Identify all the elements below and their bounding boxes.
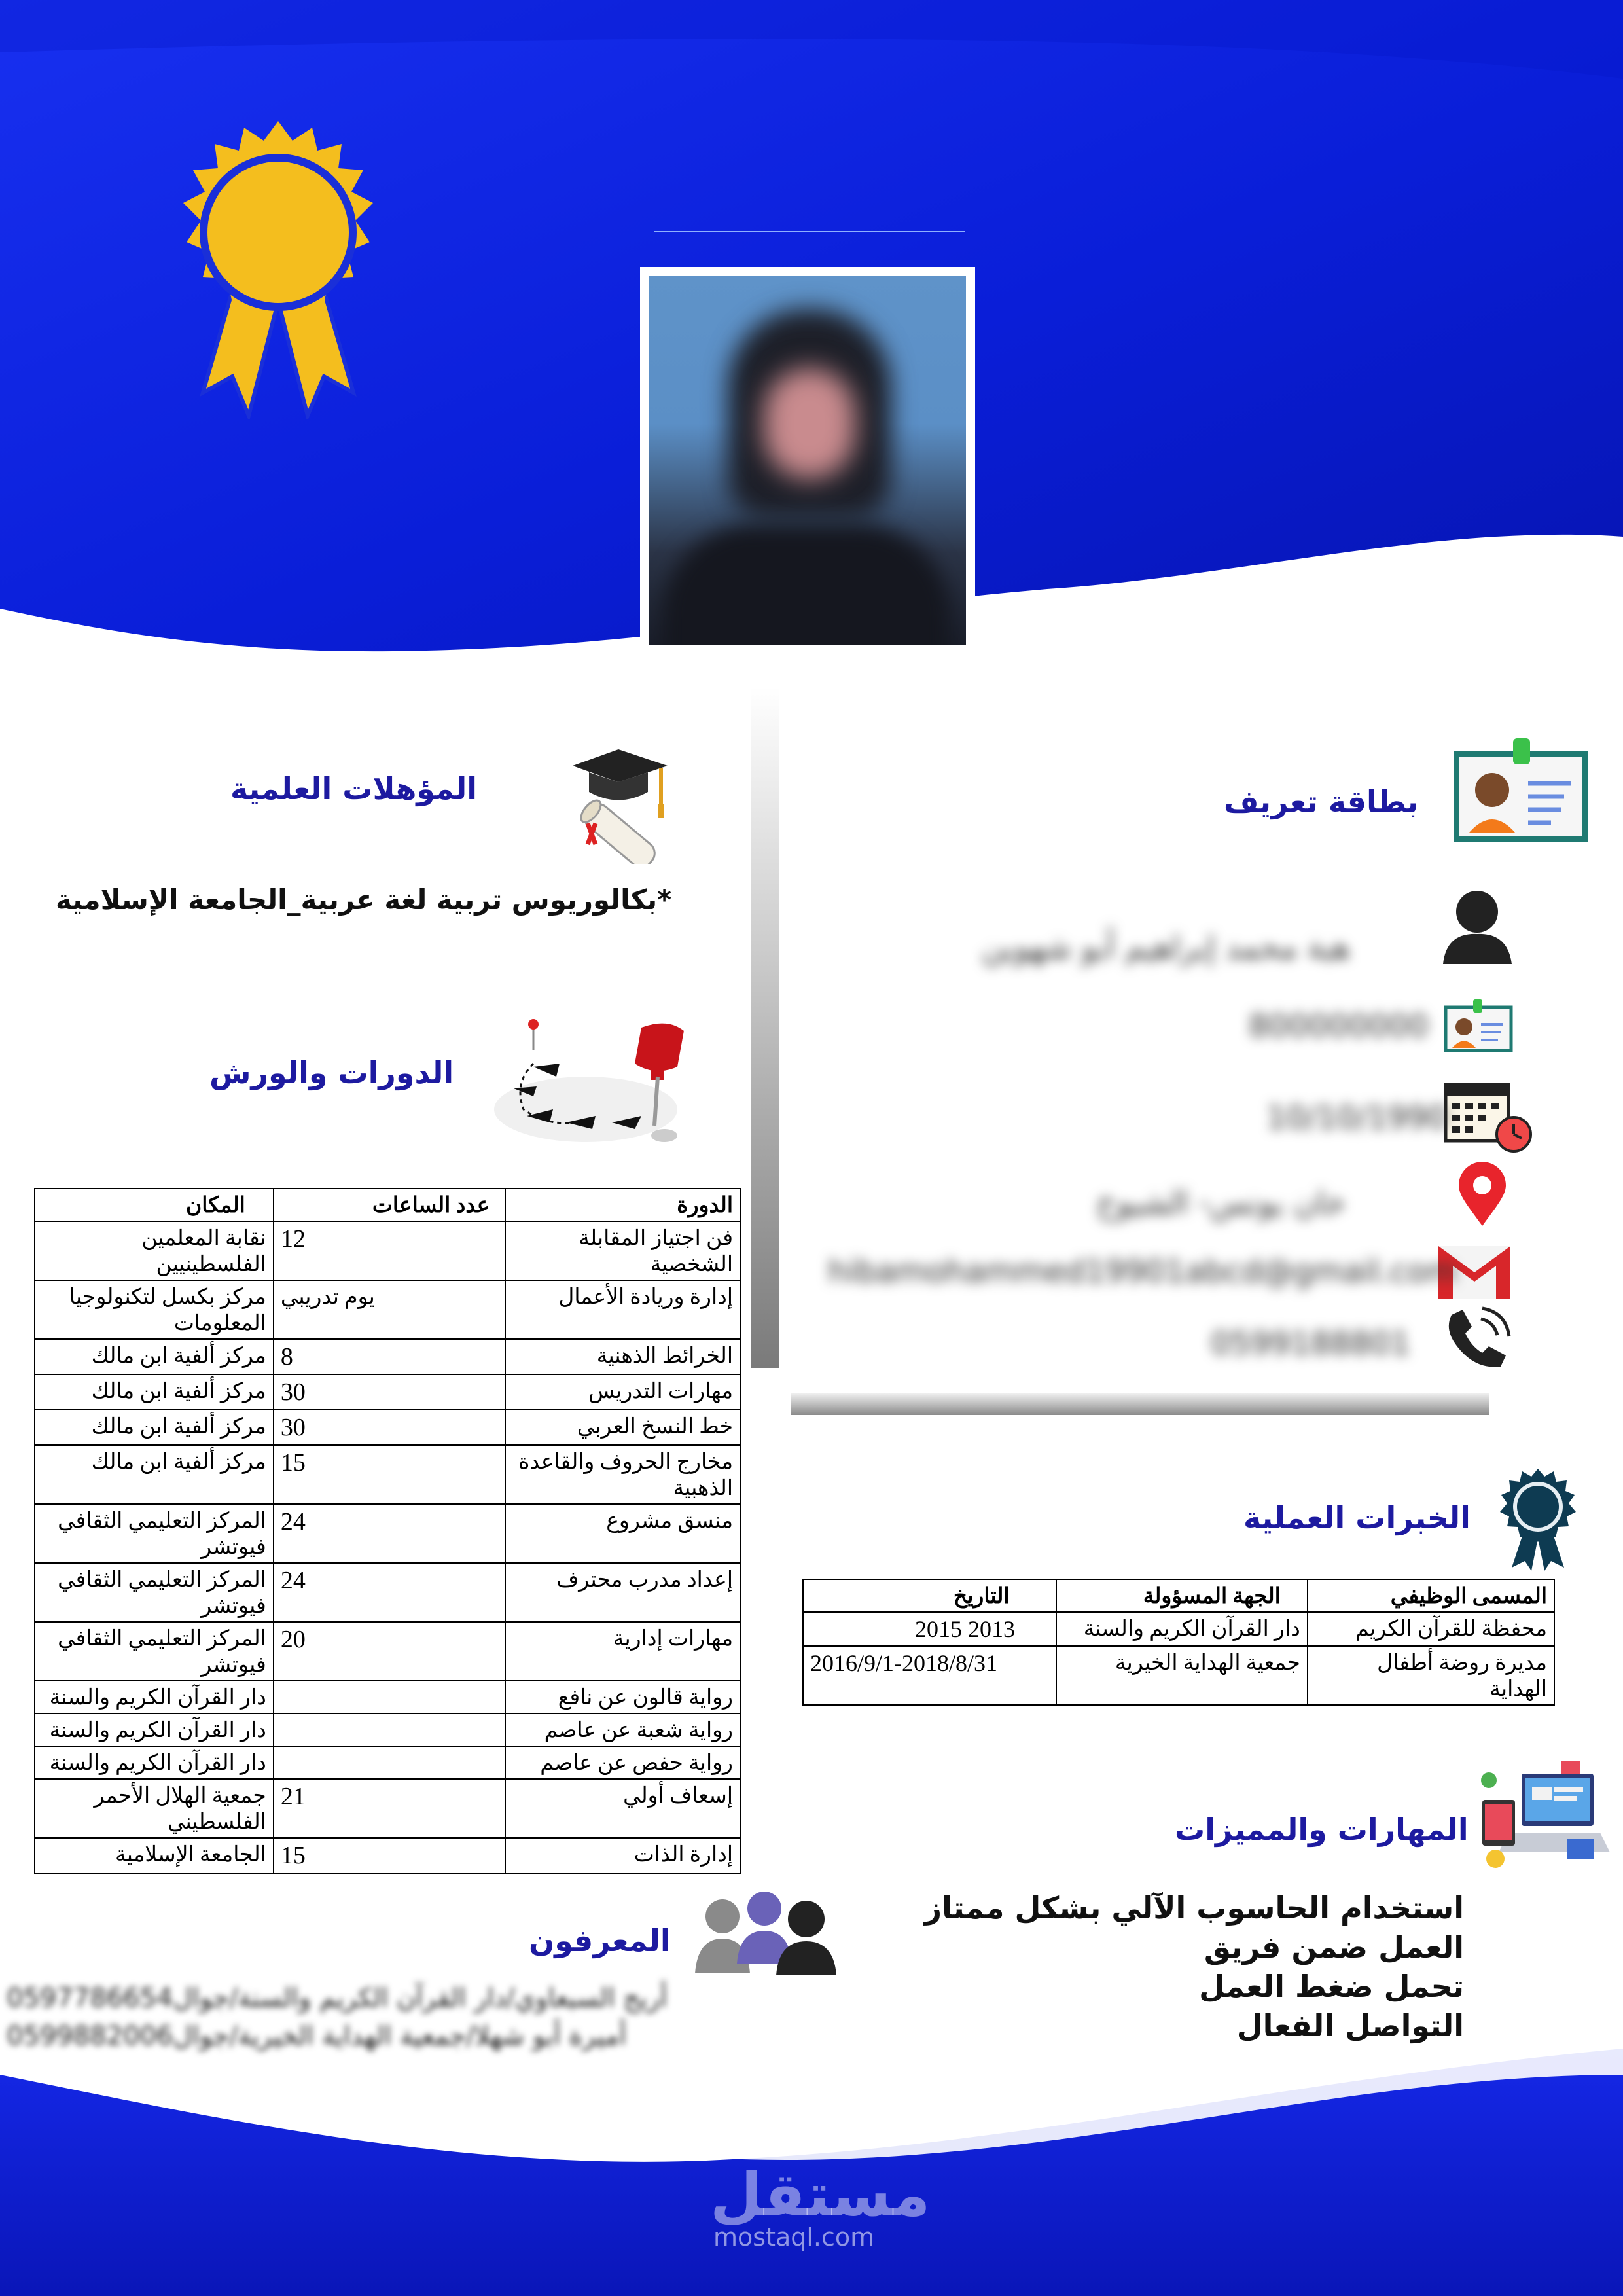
graduation-cap-diploma-icon [563, 746, 674, 864]
column-header: التاريخ [803, 1579, 1056, 1612]
table-cell: المركز التعليمي الثقافي فيوتشر [35, 1563, 274, 1622]
profile-id: 800000000 [1249, 1008, 1429, 1045]
table-row [35, 1838, 740, 1873]
column-header: الجهة المسؤولة [1056, 1579, 1308, 1612]
table-cell: نقابة المعلمين الفلسطينيين [35, 1221, 274, 1280]
table-cell: 20 [274, 1622, 506, 1681]
table-cell: محفظة للقرآن الكريم [1308, 1612, 1554, 1646]
profile-name: هبة محمد إبراهيم أبو شهوين [982, 929, 1350, 966]
watermark-arabic: مستقل [710, 2160, 931, 2230]
profile-email: hibamohammed19901abcd@gmail.com [828, 1253, 1457, 1290]
table-cell: المركز التعليمي الثقافي فيوتشر [35, 1504, 274, 1563]
table-row [35, 1410, 740, 1445]
courses-heading: الدورات والورش [209, 1055, 454, 1090]
table-cell: 24 [274, 1563, 506, 1622]
table-cell: خط النسخ العربي [505, 1410, 740, 1445]
table-cell: جمعية الهداية الخيرية [1056, 1646, 1308, 1705]
table-row [35, 1374, 740, 1410]
table-cell: رواية قالون عن نافع [505, 1681, 740, 1713]
computer-devices-icon [1469, 1761, 1610, 1872]
table-row [35, 1681, 740, 1713]
column-header: المكان [35, 1189, 274, 1221]
table-cell: يوم تدريبي [274, 1280, 506, 1339]
table-cell: إسعاف أولي [505, 1779, 740, 1838]
table-cell [274, 1713, 506, 1746]
watermark-latin: mostaql.com [713, 2223, 875, 2251]
table-cell: إدارة وريادة الأعمال [505, 1280, 740, 1339]
courses-table-header [35, 1189, 740, 1221]
table-cell: إدارة الذات [505, 1838, 740, 1873]
experience-table [802, 1579, 1555, 1706]
table-cell: الجامعة الإسلامية [35, 1838, 274, 1873]
table-cell: مخارج الحروف والقاعدة الذهبية [505, 1445, 740, 1504]
award-ribbon-icon [164, 118, 393, 419]
push-pin-route-icon [488, 1011, 697, 1149]
person-icon [1440, 887, 1515, 965]
table-cell: دار القرآن الكريم والسنة [35, 1713, 274, 1746]
table-cell: 12 [274, 1221, 506, 1280]
profile-birthdate: 10/10/1990 [1266, 1100, 1448, 1136]
table-row [35, 1339, 740, 1374]
id-card-icon [1443, 998, 1515, 1054]
table-cell: مركز بكسل لتكنولوجيا المعلومات [35, 1280, 274, 1339]
table-cell [274, 1746, 506, 1779]
table-cell: جمعية الهلال الأحمر الفلسطيني [35, 1779, 274, 1838]
skills-heading: المهارات والمميزات [1175, 1812, 1469, 1847]
table-cell: مركز ألفية ابن مالك [35, 1374, 274, 1410]
table-cell: مركز ألفية ابن مالك [35, 1339, 274, 1374]
experience-table-header [803, 1579, 1554, 1612]
table-cell: مركز ألفية ابن مالك [35, 1445, 274, 1504]
table-row [35, 1713, 740, 1746]
degree-text: *بكالوريوس تربية لغة عربية_الجامعة الإسلامية [56, 884, 672, 916]
phone-icon [1442, 1306, 1514, 1371]
table-cell: منسق مشروع [505, 1504, 740, 1563]
table-row [35, 1221, 740, 1280]
experience-heading: الخبرات العملية [1243, 1500, 1471, 1535]
location-pin-icon [1456, 1162, 1508, 1227]
table-cell: إعداد مدرب محترف [505, 1563, 740, 1622]
table-cell: رواية حفص عن عاصم [505, 1746, 740, 1779]
table-cell [274, 1681, 506, 1713]
table-cell: 15 [274, 1445, 506, 1504]
table-row [803, 1612, 1554, 1646]
table-row [35, 1746, 740, 1779]
table-cell: 30 [274, 1374, 506, 1410]
table-cell: دار القرآن الكريم والسنة [1056, 1612, 1308, 1646]
table-cell: 8 [274, 1339, 506, 1374]
table-cell: دار القرآن الكريم والسنة [35, 1746, 274, 1779]
profile-phone: 0599188801 [1211, 1325, 1411, 1362]
table-cell: 2016/9/1-2018/8/31 [803, 1646, 1056, 1705]
skill-item: استخدام الحاسوب الآلي بشكل ممتاز [924, 1890, 1464, 1926]
id-card-heading-icon [1453, 734, 1590, 846]
table-cell: 24 [274, 1504, 506, 1563]
table-cell: مركز ألفية ابن مالك [35, 1410, 274, 1445]
courses-table [34, 1188, 741, 1874]
people-group-icon [692, 1892, 840, 1977]
column-header: الدورة [505, 1189, 740, 1221]
reference-item: أميرة أبو شهلا/جمعية الهداية الخيرية/جوال0599882006 [7, 2021, 627, 2051]
table-row [35, 1622, 740, 1681]
skill-item: تحمل ضغط العمل [1199, 1969, 1464, 2004]
table-cell: الخرائط الذهنية [505, 1339, 740, 1374]
table-cell: فن اجتياز المقابلة الشخصية [505, 1221, 740, 1280]
table-cell: 30 [274, 1410, 506, 1445]
table-cell: مديرة روضة أطفال الهداية [1308, 1646, 1554, 1705]
reference-item: أريج السبعاوي/دار القرآن الكريم والسنة/جوال0597786654 [7, 1983, 668, 2013]
table-cell: 2013 2015 [803, 1612, 1056, 1646]
table-cell: 21 [274, 1779, 506, 1838]
table-row [35, 1504, 740, 1563]
table-row [35, 1779, 740, 1838]
table-row [803, 1646, 1554, 1705]
calendar-icon [1443, 1075, 1535, 1154]
table-row [35, 1445, 740, 1504]
table-cell: مهارات إدارية [505, 1622, 740, 1681]
profile-heading: بطاقة تعريف [1224, 784, 1419, 819]
table-cell: مهارات التدريس [505, 1374, 740, 1410]
column-header: عدد الساعات [274, 1189, 506, 1221]
table-cell: المركز التعليمي الثقافي فيوتشر [35, 1622, 274, 1681]
table-cell: رواية شعبة عن عاصم [505, 1713, 740, 1746]
table-cell: دار القرآن الكريم والسنة [35, 1681, 274, 1713]
qualifications-heading: المؤهلات العلمية [230, 771, 478, 806]
medal-icon [1495, 1466, 1580, 1571]
profile-photo [640, 267, 975, 655]
column-header: المسمى الوظيفي [1308, 1579, 1554, 1612]
profile-address: خان يونس- الشيوخ [1096, 1185, 1346, 1221]
table-row [35, 1280, 740, 1339]
skill-item: العمل ضمن فريق [1204, 1929, 1464, 1965]
references-heading: المعرفون [529, 1923, 671, 1958]
table-cell: 15 [274, 1838, 506, 1873]
table-row [35, 1563, 740, 1622]
skill-item: التواصل الفعال [1236, 2008, 1464, 2043]
